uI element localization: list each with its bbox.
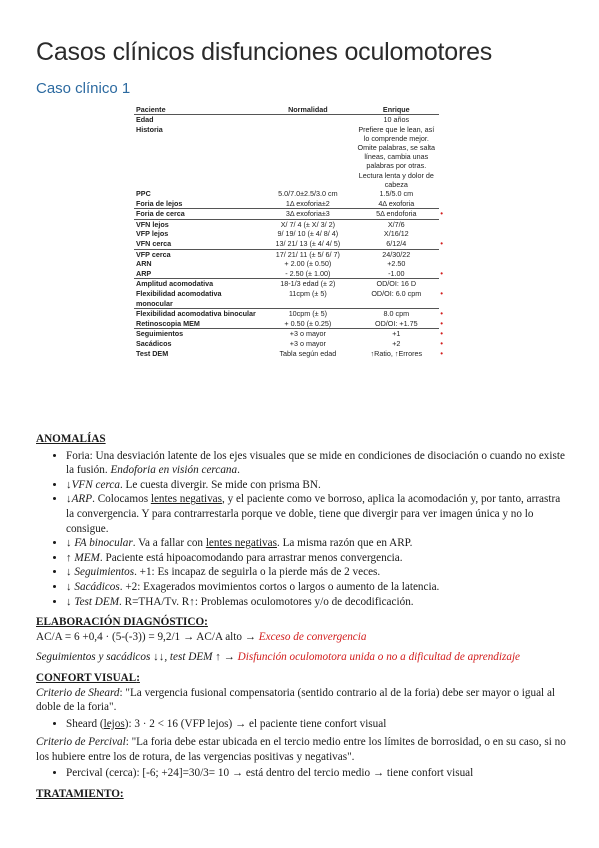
table-row [134,339,439,349]
row-patient: 1.5/5.0 cm [379,189,414,199]
table-row [134,349,439,359]
row-patient: OD/OI: 16 D [354,279,439,289]
row-normal: 13/ 21/ 13 (± 4/ 4/ 5) [275,238,341,248]
row-normal: - 2.50 (± 1.00) [285,268,331,278]
table-row [134,239,439,249]
alert-dot-icon: • [440,288,443,298]
row-normal: Tabla según edad [279,348,337,358]
row-patient: 8.0 cpm • [354,309,439,319]
header-normalidad: Normalidad [262,104,354,115]
case-subtitle: Caso clínico 1 [36,80,131,97]
list-item: • ↓ARP. Colocamos lentes negativas, y el paciente como ve borroso, aplica la acomodación y, por tanto, arrastra la convergencia. Y para contrarrestarla porque ve doble, tiene que divergir para ver imagen única y no lo consigue. [66,492,566,536]
row-patient: X/7/6 [354,219,439,229]
row-normal: X/ 7/ 4 (± X/ 3/ 2) [262,219,354,229]
list-item: • Sheard (lejos): 3 · 2 < 16 (VFP lejos) → el paciente tiene confort visual [66,717,566,732]
alert-dot-icon: • [440,318,443,328]
table-header [134,104,439,115]
header-paciente: Paciente [134,104,262,115]
alert-dot-icon: • [440,338,443,348]
row-label: ARP [136,268,152,278]
table-row [134,279,439,289]
row-patient: 5Δ endoforia • [354,209,439,220]
row-normal: 9/ 19/ 10 (± 4/ 8/ 4) [277,229,339,239]
row-patient: 6/12/4 • [386,238,443,248]
sheard-list [36,717,566,732]
row-normal: + 0.50 (± 0.25) [284,318,332,328]
row-normal: 17/ 21/ 11 (± 5/ 6/ 7) [262,249,354,259]
row-patient: OD/OI: +1.75 • [375,318,443,328]
row-normal: + 2.00 (± 0.50) [284,259,332,269]
row-patient: OD/OI: 6.0 cpm • [371,288,443,298]
row-normal: 18-1/3 edad (± 2) [262,279,354,289]
alert-dot-icon: • [440,329,443,339]
row-label: VFP cerca [134,249,262,259]
row-label: PPC [136,189,151,199]
table-row [134,189,439,199]
diagnosis-line-1: AC/A = 6 +0,4 · (5-(-3)) = 9,2/1 → AC/A alto → Exceso de convergencia [36,630,367,643]
table-row [134,259,439,269]
list-item: • ↓ FA binocular. Va a fallar con lentes negativas. La misma razón que en ARP. [66,536,566,551]
list-item: • ↑ MEM. Paciente está hipoacomodando para arrastrar menos convergencia. [66,551,566,566]
anomalias-heading: ANOMALÍAS [36,433,106,445]
row-normal: +3 o mayor [262,329,354,339]
table-row [134,219,439,229]
row-patient: ↑Ratio, ↑Errores • [370,348,443,358]
table-row [134,199,439,209]
anomalias-list [36,449,566,610]
row-label: Retinoscopia MEM [136,318,200,328]
row-label: Seguimientos [134,329,262,339]
row-label: Foria de cerca [134,209,262,220]
header-enrique: Enrique [354,104,439,115]
list-item: • ↓ Test DEM. R=THA/Tv. R↑: Problemas oculomotores y/o de decodificación. [66,595,566,610]
alert-dot-icon: • [440,209,443,219]
table-row [134,115,439,125]
row-patient: X/16/12 [383,229,409,239]
row-patient: 24/30/22 [354,249,439,259]
table-row [134,209,439,220]
row-normal: 3Δ exoforia±3 [262,209,354,220]
list-item: • ↓ Seguimientos. +1: Es incapaz de seguirla o la pierde más de 2 veces. [66,565,566,580]
row-label: Edad [136,115,154,124]
row-patient: +2 • [392,338,443,348]
alert-dot-icon: • [440,348,443,358]
list-item: • ↓ Sacádicos. +2: Exagerados movimientos cortos o largos o aumento de la latencia. [66,580,566,595]
row-label: Flexibilidad acomodativa binocular [134,309,262,319]
list-item: • ↓VFN cerca. Le cuesta divergir. Se mide con prisma BN. [66,478,566,493]
table-row [134,319,439,329]
confort-heading: CONFORT VISUAL: [36,671,140,684]
row-label: Amplitud acomodativa [134,279,262,289]
row-label: Foria de lejos [136,198,183,208]
table-row [134,269,439,279]
percival-text: Criterio de Percival: "La foria debe estar ubicada en el tercio medio entre los límites de borrosidad, o en su caso, si no los hubiere entre los de rotura, de las vergencias positivas y negativas". [36,736,566,763]
row-normal [262,125,354,189]
row-patient: -1.00 • [388,268,443,278]
table-row [134,249,439,259]
tratamiento-heading: TRATAMIENTO: [36,788,124,801]
percival-list [36,766,566,781]
alert-dot-icon: • [440,309,443,319]
row-label: Test DEM [136,348,169,358]
page-title: Casos clínicos disfunciones oculomotores [36,38,493,66]
alert-dot-icon: • [440,268,443,278]
row-normal: 11cpm (± 5) [288,288,327,298]
row-label: VFP lejos [136,229,169,239]
list-item: • Foria: Una desviación latente de los ejes visuales que se mide en condiciones de disociación o cuando no existe la fusión. Endoforia en visión cercana. [66,449,566,478]
row-normal: 10cpm (± 5) [262,309,354,319]
document-body [36,432,566,802]
row-patient: +1 • [354,329,439,339]
table-row [134,329,439,339]
list-item: • Percival (cerca): [-6; +24]=30/3= 10 → está dentro del tercio medio → tiene confort visual [66,766,566,781]
row-label: Historia [136,124,163,134]
alert-dot-icon: • [440,238,443,248]
row-patient: +2.50 [387,259,406,269]
diagnosis-line-2: Seguimientos y sacádicos ↓↓, test DEM ↑ → Disfunción oculomotora unida o no a dificultad de aprendizaje [36,651,521,664]
row-normal: +3 o mayor [289,338,326,348]
clinical-table [134,104,443,358]
row-patient: 4Δ exoforia [378,198,415,208]
row-normal: 5.0/7.0±2.5/3.0 cm [278,189,338,199]
elaboracion-heading: ELABORACIÓN DIAGNÓSTICO: [36,616,208,629]
row-patient: 10 años [383,115,410,124]
row-normal: 1Δ exoforia±2 [285,198,330,208]
row-label: ARN [136,259,152,269]
row-label: VFN lejos [134,219,262,229]
row-label: VFN cerca [136,238,172,248]
row-label: Sacádicos [136,338,172,348]
table-row [134,289,439,309]
row-patient: Prefiere que le lean, así lo comprende mejor. Omite palabras, se salta líneas, cambia unas palabras por otras. Lectura lenta y dolor de cabeza [357,124,436,189]
table-row [134,125,439,189]
row-normal [262,115,354,125]
row-label: Flexibilidad acomodativa monocular [136,288,222,308]
table-row [134,309,439,319]
sheard-text: Criterio de Sheard: "La vergencia fusional compensatoria (sentido contrario al de la foria) debe ser mayor o igual al doble de la foria". [36,686,556,714]
table-row [134,229,439,239]
